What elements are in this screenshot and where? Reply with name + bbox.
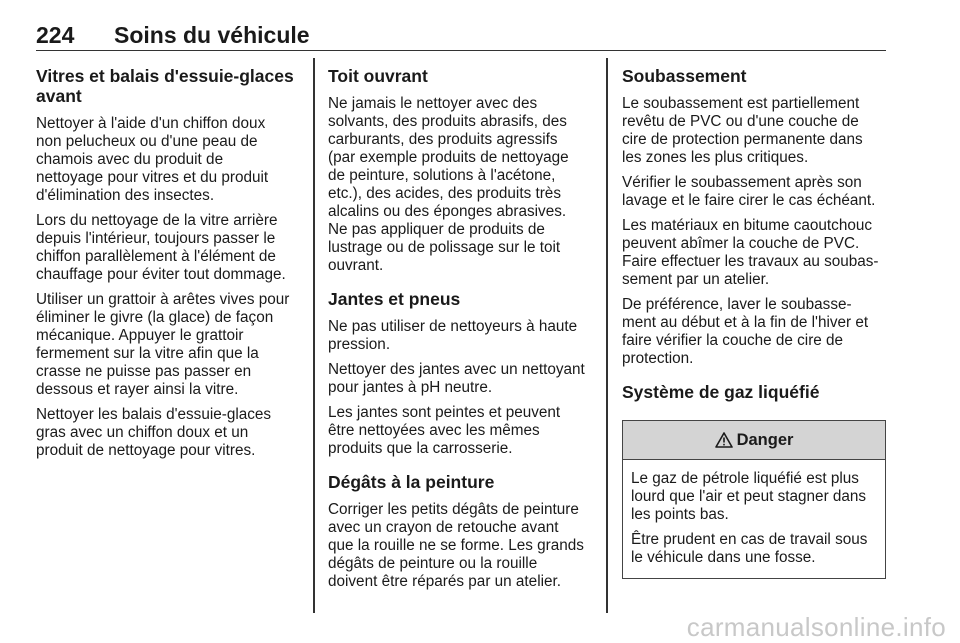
warning-triangle-icon <box>715 432 733 448</box>
danger-header <box>623 421 885 460</box>
danger-box <box>622 420 886 579</box>
paragraph: Les jantes sont peintes et peuvent être nettoyées avec les mêmes produits que la carrosserie. <box>328 404 561 457</box>
page-section-title: Soins du véhicule <box>114 22 310 48</box>
danger-label: Danger <box>736 431 794 449</box>
paragraph: Le gaz de pétrole liquéfié est plus lourd que l'air et peut stagner dans les points bas. <box>631 470 867 523</box>
paragraph: Ne pas utiliser de nettoyeurs à haute pression. <box>328 318 578 353</box>
paragraph: De préférence, laver le soubasse- ment au début et à la fin de l'hiver et faire vérifier la couche de cire de protection. <box>622 296 869 367</box>
column-divider <box>313 58 315 613</box>
paragraph: Nettoyer des jantes avec un nettoyant pour jantes à pH neutre. <box>328 361 585 396</box>
paragraph: Les matériaux en bitume caoutchouc peuvent abîmer la couche de PVC. Faire effectuer les travaux au soubas- sement par un atelier. <box>622 217 879 288</box>
column-1 <box>36 66 298 467</box>
section-title-soubassement: Soubassement <box>622 66 747 86</box>
paragraph: Nettoyer à l'aide d'un chiffon doux non pelucheux ou d'une peau de chamois avec du produit de nettoyage pour vitres et du produit d'élimination des insectes. <box>36 115 269 204</box>
column-divider <box>606 58 608 613</box>
section-title-gaz-liquefie: Système de gaz liquéfié <box>622 382 820 402</box>
watermark: carmanualsonline.info <box>686 612 946 642</box>
page-header <box>36 20 886 51</box>
paragraph: Utiliser un grattoir à arêtes vives pour éliminer le givre (la glace) de façon mécanique. Appuyer le grattoir fermement sur la vitre afin que la crasse ne puisse pas passer en dessous et rayer ainsi la vitre. <box>36 291 290 398</box>
paragraph: Le soubassement est partiellement revêtu de PVC ou d'une couche de cire de protection permanente dans les zones les plus critiques. <box>622 95 863 166</box>
paragraph: Corriger les petits dégâts de peinture avec un crayon de retouche avant que la rouille ne se forme. Les grands dégâts de peinture ou la rouille doivent être réparés par un atelier. <box>328 501 584 590</box>
page-number: 224 <box>36 22 75 48</box>
paragraph: Nettoyer les balais d'essuie-glaces gras avec un chiffon doux et un produit de nettoyage pour vitres. <box>36 406 272 459</box>
column-2 <box>328 66 592 598</box>
section-title-toit-ouvrant: Toit ouvrant <box>328 66 428 86</box>
column-3 <box>622 66 886 579</box>
paragraph: Être prudent en cas de travail sous le véhicule dans une fosse. <box>631 531 868 566</box>
section-title-degats-peinture: Dégâts à la peinture <box>328 472 495 492</box>
danger-body <box>623 460 885 578</box>
paragraph: Ne jamais le nettoyer avec des solvants, des produits abrasifs, des carburants, des produits agressifs (par exemple produits de nettoyage de peinture, solutions à l'acétone, etc.), des acides, des produits très alcalins ou des éponges abrasives. Ne pas appliquer de produits de lustrage ou de polissage sur le toit ouvrant. <box>328 95 569 274</box>
section-title-jantes: Jantes et pneus <box>328 289 461 309</box>
paragraph: Vérifier le soubassement après son lavage et le faire cirer le cas échéant. <box>622 174 876 209</box>
section-title-vitres: Vitres et balais d'essuie-glaces avant <box>36 66 294 106</box>
paragraph: Lors du nettoyage de la vitre arrière depuis l'intérieur, toujours passer le chiffon parallèlement à l'élément de chauffage pour éviter tout dommage. <box>36 212 286 283</box>
